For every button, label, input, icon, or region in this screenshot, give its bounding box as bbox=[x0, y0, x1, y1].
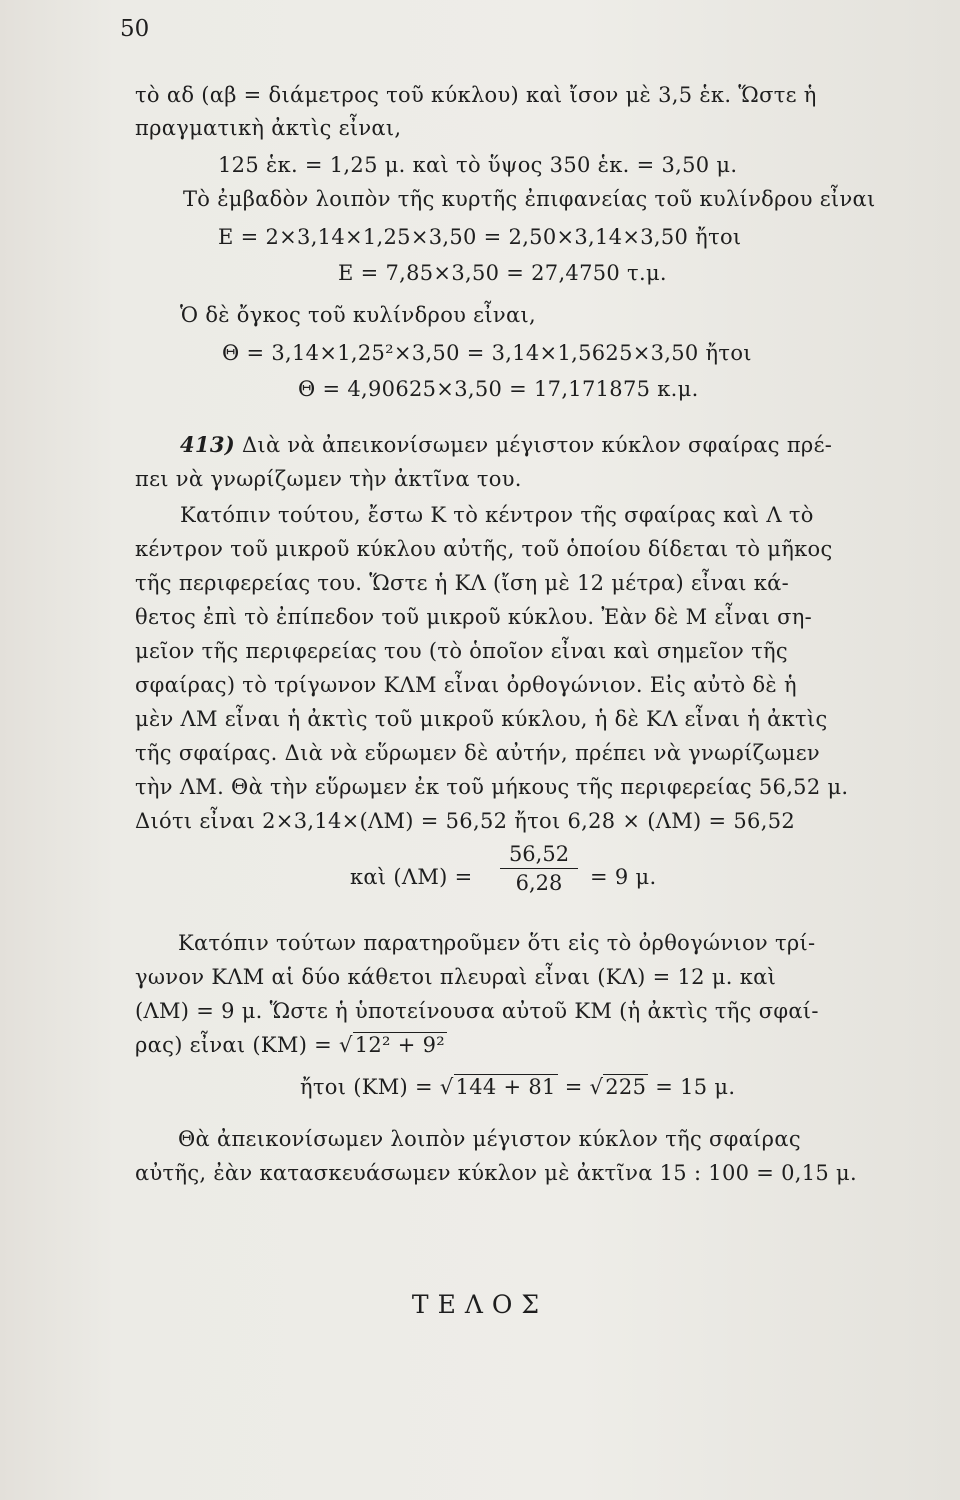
radicand: 144 + 81 bbox=[455, 1075, 556, 1099]
text-line: τῆς περιφερείας του. Ὥστε ἡ ΚΛ (ἴση μὲ 12 μέτρα) εἶναι κά- bbox=[135, 571, 790, 595]
text-line: πραγματικὴ ἀκτὶς εἶναι, bbox=[135, 116, 402, 140]
text-line: τῆς σφαίρας. Διὰ νὰ εὕρωμεν δὲ αὐτήν, πρέπει νὰ γνωρίζωμεν bbox=[135, 741, 821, 765]
formula-line: Διότι εἶναι 2×3,14×(ΛΜ) = 56,52 ἤτοι 6,28 × (ΛΜ) = 56,52 bbox=[135, 809, 796, 833]
text-line: Ὁ δὲ ὄγκος τοῦ κυλίνδρου εἶναι, bbox=[180, 303, 536, 327]
text-line: (ΛΜ) = 9 μ. Ὥστε ἡ ὑποτείνουσα αὐτοῦ ΚΜ (ἡ ἀκτὶς τῆς σφαί- bbox=[135, 999, 819, 1023]
text-line: τὴν ΛΜ. Θὰ τὴν εὕρωμεν ἐκ τοῦ μήκους τῆς περιφερείας 56,52 μ. bbox=[135, 775, 849, 799]
radicand: 12² + 9² bbox=[354, 1033, 445, 1057]
fraction-denominator: 6,28 bbox=[515, 871, 563, 895]
radical-result: = 15 μ. bbox=[655, 1075, 736, 1099]
text-line: πει νὰ γνωρίζωμεν τὴν ἀκτῖνα του. bbox=[135, 467, 522, 491]
text-line: Κατόπιν τούτων παρατηροῦμεν ὅτι εἰς τὸ ὀρθογώνιον τρί- bbox=[178, 931, 816, 955]
fraction-prefix: καὶ (ΛΜ) = bbox=[350, 865, 473, 889]
fraction-result: = 9 μ. bbox=[590, 865, 657, 889]
problem-heading-line bbox=[180, 430, 832, 460]
text-line: Τὸ ἐμβαδὸν λοιπὸν τῆς κυρτῆς ἐπιφανείας τοῦ κυλίνδρου εἶναι bbox=[183, 187, 876, 211]
formula-line: Θ = 4,90625×3,50 = 17,171875 κ.μ. bbox=[298, 377, 699, 401]
page-number: 50 bbox=[120, 16, 150, 42]
formula-line: Θ = 3,14×1,25²×3,50 = 3,14×1,5625×3,50 ἤτοι bbox=[222, 341, 752, 365]
formula-line: Ε = 7,85×3,50 = 27,4750 τ.μ. bbox=[338, 261, 667, 285]
formula-line bbox=[135, 1030, 447, 1060]
radicand: 225 bbox=[605, 1075, 647, 1099]
text-line: γωνον ΚΛΜ αἱ δύο κάθετοι πλευραὶ εἶναι (ΚΛ) = 12 μ. καὶ bbox=[135, 965, 777, 989]
text-line: Θὰ ἀπεικονίσωμεν λοιπὸν μέγιστον κύκλον τῆς σφαίρας bbox=[178, 1127, 801, 1151]
text-line: μεῖον τῆς περιφερείας του (τὸ ὁποῖον εἶναι καὶ σημεῖον τῆς bbox=[135, 639, 788, 663]
text-line: αὐτῆς, ἐὰν κατασκευάσωμεν κύκλον μὲ ἀκτῖνα 15 : 100 = 0,15 μ. bbox=[135, 1161, 857, 1185]
text-line: Κατόπιν τούτου, ἔστω Κ τὸ κέντρον τῆς σφαίρας καὶ Λ τὸ bbox=[180, 503, 814, 527]
radical-mid: = √ bbox=[564, 1075, 604, 1099]
radical-prefix: ἤτοι (ΚΜ) = √ bbox=[300, 1075, 454, 1099]
fraction-bar bbox=[500, 868, 578, 869]
text-line: σφαίρας) τὸ τρίγωνον ΚΛΜ εἶναι ὀρθογώνιον. Εἰς αὐτὸ δὲ ἡ bbox=[135, 673, 797, 697]
radical-prefix: ρας) εἶναι (ΚΜ) = √ bbox=[135, 1033, 353, 1057]
ending-title: ΤΕΛΟΣ bbox=[411, 1290, 549, 1319]
fraction-numerator: 56,52 bbox=[508, 842, 570, 866]
fraction bbox=[500, 842, 578, 895]
text-line: 125 ἑκ. = 1,25 μ. καὶ τὸ ὕψος 350 ἑκ. = 3,50 μ. bbox=[218, 153, 738, 177]
formula-line: Ε = 2×3,14×1,25×3,50 = 2,50×3,14×3,50 ἤτοι bbox=[218, 225, 742, 249]
text-line: κέντρον τοῦ μικροῦ κύκλου αὐτῆς, τοῦ ὁποίου δίδεται τὸ μῆκος bbox=[135, 537, 833, 561]
problem-text: Διὰ νὰ ἀπεικονίσωμεν μέγιστον κύκλον σφαίρας πρέ- bbox=[241, 433, 833, 457]
formula-line bbox=[300, 1072, 735, 1102]
text-line: θετος ἐπὶ τὸ ἐπίπεδον τοῦ μικροῦ κύκλου. Ἐὰν δὲ Μ εἶναι ση- bbox=[135, 605, 813, 629]
text-line: μὲν ΛΜ εἶναι ἡ ἀκτὶς τοῦ μικροῦ κύκλου, ἡ δὲ ΚΛ εἶναι ἡ ἀκτὶς bbox=[135, 707, 828, 731]
problem-number: 413) bbox=[180, 432, 235, 457]
text-line: τὸ αδ (αβ = διάμετρος τοῦ κύκλου) καὶ ἴσον μὲ 3,5 ἑκ. Ὥστε ἡ bbox=[135, 83, 817, 107]
